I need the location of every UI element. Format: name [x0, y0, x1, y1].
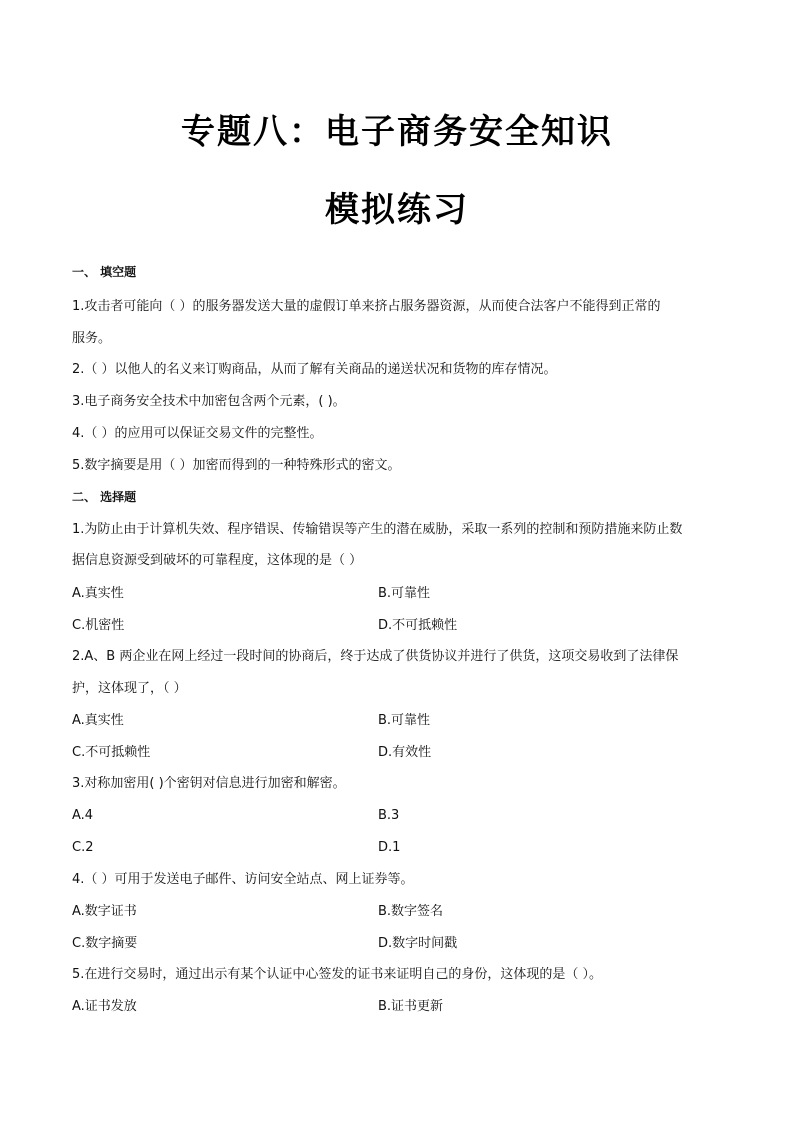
- choice-q3-option-c: C.2: [72, 840, 94, 855]
- choice-q1-option-c: C.机密性: [72, 618, 125, 633]
- choice-question-1-line2: 据信息资源受到破坏的可靠程度，这体现的是（ ）: [72, 553, 363, 568]
- choice-q5-option-b: B.证书更新: [378, 999, 444, 1014]
- choice-q3-option-d: D.1: [378, 840, 401, 855]
- choice-question-2-line2: 护，这体现了，（ ）: [72, 681, 187, 696]
- choice-question-1-line1: 1.为防止由于计算机失效、程序错误、传输错误等产生的潜在威胁，采取一系列的控制和预防措施来防止数: [72, 522, 683, 537]
- section-heading-choice: 二、 选择题: [72, 490, 137, 504]
- document-title: 专题八：电子商务安全知识: [181, 112, 613, 152]
- choice-q2-option-b: B.可靠性: [378, 713, 431, 728]
- choice-q4-option-d: D.数字时间戳: [378, 936, 458, 951]
- section-heading-fill-blank: 一、 填空题: [72, 265, 137, 279]
- document-subtitle: 模拟练习: [325, 190, 469, 230]
- fill-question-2: 2.（ ）以他人的名义来订购商品，从而了解有关商品的递送状况和货物的库存情况。: [72, 362, 557, 377]
- choice-q3-option-b: B.3: [378, 808, 400, 823]
- choice-question-3: 3.对称加密用( )个密钥对信息进行加密和解密。: [72, 776, 346, 791]
- fill-question-4: 4.（ ）的应用可以保证交易文件的完整性。: [72, 426, 323, 441]
- choice-q4-option-c: C.数字摘要: [72, 936, 138, 951]
- choice-q1-option-a: A.真实性: [72, 586, 124, 601]
- choice-q4-option-b: B.数字签名: [378, 904, 444, 919]
- fill-question-3: 3.电子商务安全技术中加密包含两个元素，( )。: [72, 394, 346, 409]
- choice-q2-option-a: A.真实性: [72, 713, 124, 728]
- choice-q4-option-a: A.数字证书: [72, 904, 137, 919]
- choice-q2-option-d: D.有效性: [378, 745, 432, 760]
- fill-question-5: 5.数字摘要是用（ ）加密而得到的一种特殊形式的密文。: [72, 458, 401, 473]
- choice-q3-option-a: A.4: [72, 808, 94, 823]
- choice-q1-option-d: D.不可抵赖性: [378, 618, 458, 633]
- choice-q5-option-a: A.证书发放: [72, 999, 137, 1014]
- choice-q2-option-c: C.不可抵赖性: [72, 745, 151, 760]
- choice-question-4: 4.（ ）可用于发送电子邮件、访问安全站点、网上证券等。: [72, 872, 414, 887]
- choice-question-5: 5.在进行交易时，通过出示有某个认证中心签发的证书来证明自己的身份，这体现的是（ ）。: [72, 967, 603, 982]
- choice-question-2-line1: 2.A、B 两企业在网上经过一段时间的协商后，终于达成了供货协议并进行了供货，这项交易收到了法律保: [72, 649, 679, 664]
- choice-q1-option-b: B.可靠性: [378, 586, 431, 601]
- fill-question-1-line2: 服务。: [72, 331, 112, 346]
- fill-question-1-line1: 1.攻击者可能向（ ）的服务器发送大量的虚假订单来挤占服务器资源，从而使合法客户不能得到正常的: [72, 299, 661, 314]
